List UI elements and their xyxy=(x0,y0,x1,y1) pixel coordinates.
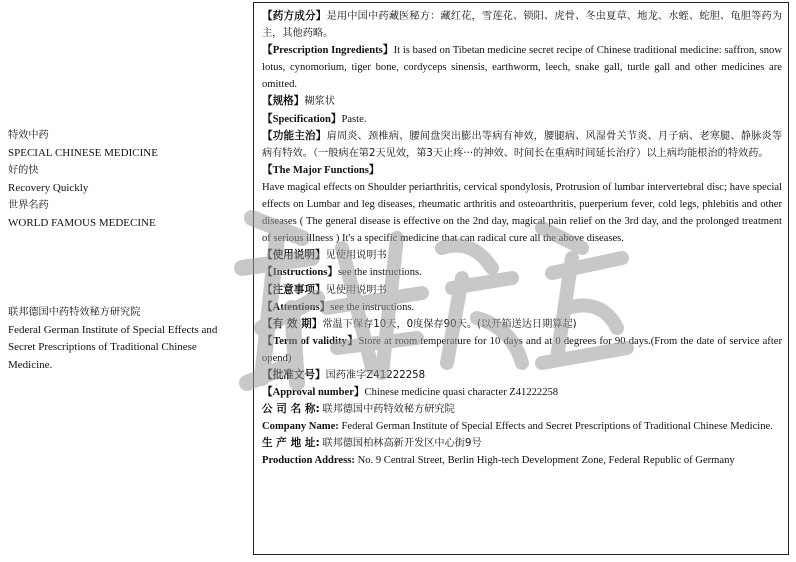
spec-en-label: 【Specification】 xyxy=(262,113,342,125)
title-en-special: SPECIAL CHINESE MEDICINE xyxy=(8,146,158,159)
spec-zh-text: 糊浆状 xyxy=(304,96,335,108)
institute-zh: 联邦德国中药特效秘方研究院 xyxy=(8,307,141,318)
spec-en-text: Paste. xyxy=(341,113,367,125)
ingredients-en-label: 【Prescription Ingredients】 xyxy=(262,45,394,57)
usage-zh-label: 【使用说明】 xyxy=(262,249,326,262)
title-en-recovery: Recovery Quickly xyxy=(8,181,89,194)
validity-zh xyxy=(262,316,782,333)
validity-zh-label: 【有 效 期】 xyxy=(262,317,323,330)
product-info-box xyxy=(253,2,789,555)
company-en-label: Company Name: xyxy=(262,421,339,433)
usage-en-label: 【Instructions】 xyxy=(262,267,338,279)
usage-zh xyxy=(262,247,782,264)
approval-zh xyxy=(262,367,782,384)
institute-en: Federal German Institute of Special Effects and Secret Prescriptions of Traditional Chinese Medicine. xyxy=(8,323,218,371)
functions-en-label: 【The Major Functions】 xyxy=(262,164,380,176)
functions-zh xyxy=(262,128,782,162)
attention-zh-text: 见使用说明书 xyxy=(325,284,387,296)
address-en xyxy=(262,452,782,469)
spec-zh xyxy=(262,93,782,110)
ingredients-zh-label: 【药方成分】 xyxy=(262,10,327,22)
left-product-titles xyxy=(8,127,240,232)
functions-zh-label: 【功能主治】 xyxy=(262,129,327,142)
approval-zh-label: 【批准文号】 xyxy=(262,368,326,381)
attention-zh xyxy=(262,282,782,299)
title-en-famous: WORLD FAMOUS MEDECINE xyxy=(8,216,156,229)
usage-en-text: see the instructions. xyxy=(337,267,422,279)
left-institute xyxy=(8,304,240,374)
usage-en xyxy=(262,264,782,281)
usage-zh-text: 见使用说明书 xyxy=(325,250,387,262)
title-zh-famous: 世界名药 xyxy=(8,200,49,211)
validity-en-label: 【Term of validity】 xyxy=(262,335,359,347)
spec-en xyxy=(262,111,782,128)
company-zh-label: 公 司 名 称: xyxy=(262,403,320,416)
company-en-text: Federal German Institute of Special Effects and Secret Prescriptions of Traditional Chinese Medicine. xyxy=(341,421,773,433)
ingredients-en xyxy=(262,42,782,93)
company-zh xyxy=(262,401,782,418)
title-zh-special: 特效中药 xyxy=(8,130,49,141)
approval-en-text: Chinese medicine quasi character Z41222258 xyxy=(364,387,559,399)
title-zh-recovery: 好的快 xyxy=(8,165,39,176)
approval-en xyxy=(262,384,782,401)
company-en xyxy=(262,418,782,435)
ingredients-zh-text: 是用中国中药藏医秘方：藏红花，雪莲花、锁阳、虎骨、冬虫夏草、地龙、水蛭、蛇胆、龟胆等药为主，其他药略。 xyxy=(262,11,783,40)
validity-en-text: Store at room temperature for 10 days and at 0 degrees for 90 days.(From the date of service after opend) xyxy=(262,335,782,364)
ingredients-en-text: It is based on Tibetan medicine secret recipe of Chinese traditional medicine: saffron, snow lotus, cynomorium, tiger bone, cordyceps sinensis, earthworm, leech, snake gall, turtle gall and other medicines are omitted. xyxy=(262,45,782,91)
company-zh-text: 联邦德国中药特效秘方研究院 xyxy=(322,404,455,416)
attention-en-text: see the instructions. xyxy=(330,301,415,313)
address-zh xyxy=(262,435,782,452)
validity-zh-text: 常温下保存10天，0度保存90天。(以开箱送达日期算起) xyxy=(322,318,577,330)
functions-en-heading xyxy=(262,162,782,179)
functions-zh-text: 肩周炎、颈椎病、腰间盘突出膨出等病有神效，腰腿病、风湿骨关节炎、月子病、老寒腿、静脉炎等病有特效。（一般病在第2天见效，第3天止疼···的神效、时间长在重病时间延长治疗）以上病均能根治的特效药。 xyxy=(262,130,783,159)
approval-zh-text: 国药准字Z41222258 xyxy=(325,369,426,381)
address-en-text: No. 9 Central Street, Berlin High-tech Development Zone, Federal Republic of Germany xyxy=(357,455,735,467)
attention-zh-label: 【注意事项】 xyxy=(262,283,326,296)
address-zh-text: 联邦德国柏林高新开发区中心街9号 xyxy=(322,438,482,450)
attention-en-label: 【Attentions】 xyxy=(262,301,331,313)
validity-en xyxy=(262,333,782,367)
address-en-label: Production Address: xyxy=(262,455,355,467)
ingredients-zh xyxy=(262,8,782,42)
spec-zh-label: 【规格】 xyxy=(262,95,305,108)
attention-en xyxy=(262,299,782,316)
approval-en-label: 【Approval number】 xyxy=(262,387,365,399)
functions-en-text: Have magical effects on Shoulder periarthritis, cervical spondylosis, Protrusion of lumbar intervertebral disc; have special effects on Lumbar and leg diseases, rheumatic arthritis and osteoarthritis, puerperium fever, cold legs, phlebitis and other diseases ( The general disease is effective on the 2nd day, magical pain relief on the 3rd day, and the prolonged treatment of serious illness ) It's a specific medicine that can radical cure all the above diseases. xyxy=(262,181,782,245)
address-zh-label: 生 产 地 址: xyxy=(262,437,320,450)
